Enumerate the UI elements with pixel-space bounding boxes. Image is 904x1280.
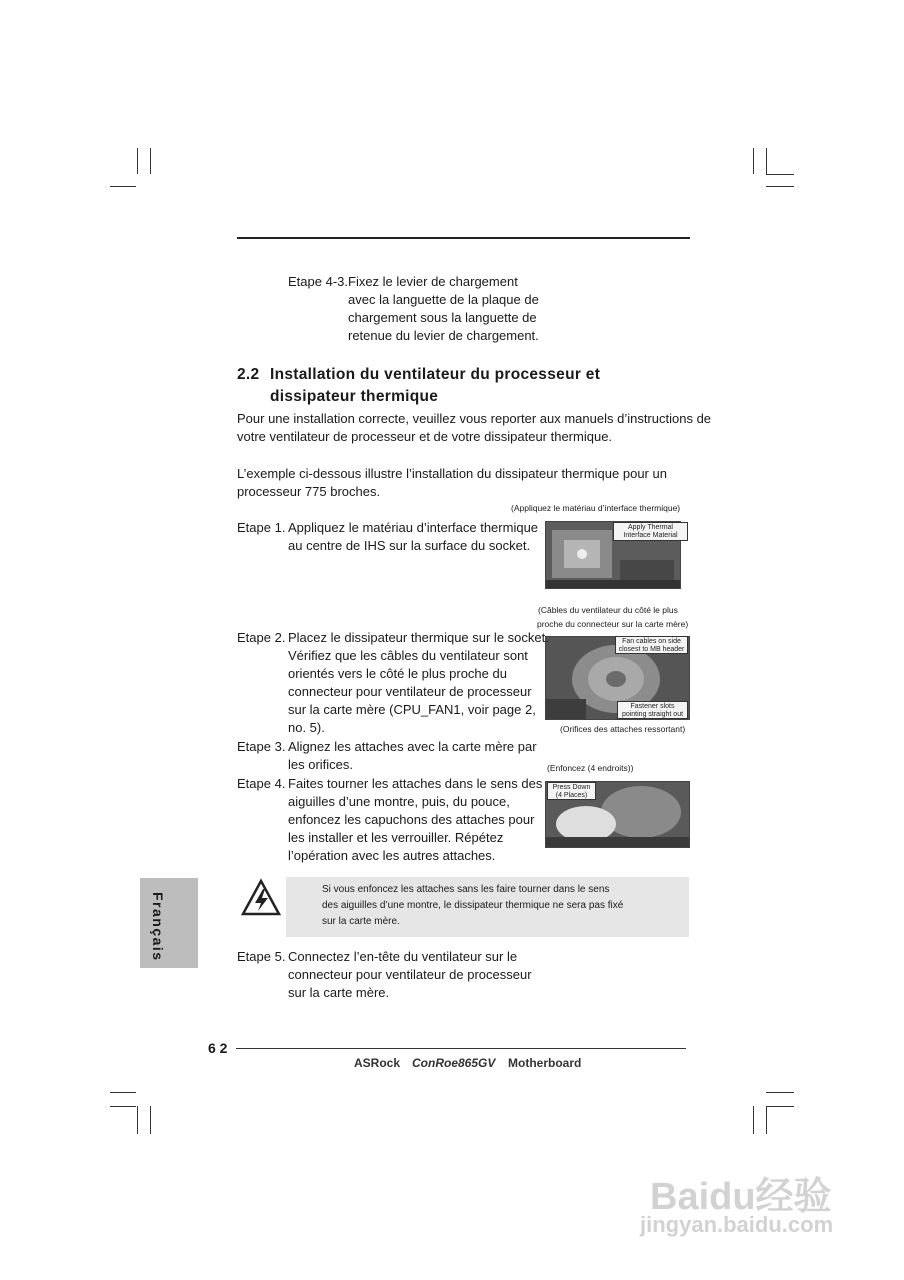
- step-label: Etape 3.: [237, 739, 286, 754]
- step-4-3-line: avec la languette de la plaque de: [348, 292, 539, 307]
- step-label: Etape 2.: [237, 630, 286, 645]
- label-line: Fan cables on side: [622, 638, 681, 645]
- watermark-url: jingyan.baidu.com: [640, 1212, 834, 1237]
- step-line: Vérifiez que les câbles du ventilateur sont: [288, 648, 528, 663]
- step-line: aiguilles d’une montre, puis, du pouce,: [288, 794, 510, 809]
- step-line: Faites tourner les attaches dans le sens des: [288, 776, 543, 791]
- step-line: au centre de IHS sur la surface du socket.: [288, 538, 531, 553]
- section-title: Installation du ventilateur du processeur et: [270, 366, 601, 383]
- warning-line: Si vous enfoncez les attaches sans les faire tourner dans le sens: [322, 884, 610, 895]
- step-line: sur la carte mère (CPU_FAN1, voir page 2,: [288, 702, 536, 717]
- step-line: Connectez l’en-tête du ventilateur sur le: [288, 949, 518, 964]
- warning-icon: [240, 878, 282, 918]
- step-line: connecteur pour ventilateur de processeur: [288, 967, 532, 982]
- label-line: closest to MB header: [618, 646, 685, 653]
- label-line: pointing straight out: [621, 711, 684, 718]
- page-number: 6 2: [208, 1040, 228, 1056]
- step-line: sur la carte mère.: [288, 985, 390, 1000]
- warning-line: sur la carte mère.: [322, 916, 400, 927]
- fan-cables-label: [615, 636, 688, 654]
- step-line: l’opération avec les autres attaches.: [288, 848, 496, 863]
- step-4-3-label: Etape 4-3.: [288, 274, 348, 289]
- intro-paragraph: processeur 775 broches.: [237, 484, 381, 499]
- label-line: Press Down: [552, 784, 591, 791]
- intro-paragraph: L’exemple ci-dessous illustre l’installation du dissipateur thermique pour un: [237, 466, 667, 481]
- figure-caption: (Appliquez le matériau d’interface thermique): [511, 503, 681, 513]
- step-line: enfoncez les capuchons des attaches pour: [288, 812, 535, 827]
- footer-brand: ASRock: [354, 1056, 401, 1070]
- figure-caption: (Orifices des attaches ressortant): [560, 724, 686, 734]
- intro-paragraph: Pour une installation correcte, veuillez vous reporter aux manuels d’instructions de: [237, 411, 712, 426]
- step-4-3-line: Fixez le levier de chargement: [348, 274, 518, 289]
- step-line: no. 5).: [288, 720, 325, 735]
- intro-paragraph: votre ventilateur de processeur et de votre dissipateur thermique.: [237, 429, 613, 444]
- step-label: Etape 4.: [237, 776, 286, 791]
- language-tab: [140, 878, 198, 968]
- press-down-label: [547, 782, 596, 800]
- figure-caption: (Câbles du ventilateur du côté le plus: [538, 605, 678, 615]
- step-4-3-line: chargement sous la languette de: [348, 310, 537, 325]
- step-label: Etape 5.: [237, 949, 286, 964]
- label-line: Fastener slots: [630, 703, 675, 710]
- step-line: Placez le dissipateur thermique sur le socket.: [288, 630, 549, 645]
- label-line: Interface Material: [623, 532, 678, 539]
- warning-text: [322, 882, 623, 930]
- step-line: Alignez les attaches avec la carte mère par: [288, 739, 537, 754]
- top-rule: [237, 237, 690, 239]
- step-line: connecteur pour ventilateur de processeur: [288, 684, 532, 699]
- step-line: Appliquez le matériau d’interface thermique: [288, 520, 539, 535]
- fastener-slots-label: [617, 701, 688, 719]
- step-line: les installer et les verrouiller. Répétez: [288, 830, 504, 845]
- footer-model: ConRoe865GV: [412, 1056, 496, 1070]
- step-line: orientés vers le côté le plus proche du: [288, 666, 507, 681]
- footer-product: Motherboard: [508, 1056, 582, 1070]
- step-line: les orifices.: [288, 757, 354, 772]
- language-label: Français: [150, 892, 166, 962]
- section-title: dissipateur thermique: [270, 388, 439, 405]
- label-line: Apply Thermal: [627, 524, 673, 531]
- watermark-logo: Baidu经验: [650, 1176, 832, 1218]
- apply-thermal-label: [613, 522, 688, 541]
- footer-rule: [236, 1048, 686, 1049]
- label-line: (4 Places): [555, 792, 588, 799]
- step-label: Etape 1.: [237, 520, 286, 535]
- figure-caption: (Enfoncez (4 endroits)): [547, 763, 634, 773]
- step-4-3-line: retenue du levier de chargement.: [348, 328, 539, 343]
- warning-line: des aiguilles d’une montre, le dissipateur thermique ne sera pas fixé: [322, 900, 624, 911]
- figure-caption: proche du connecteur sur la carte mère): [537, 619, 689, 629]
- section-number: 2.2: [237, 366, 260, 383]
